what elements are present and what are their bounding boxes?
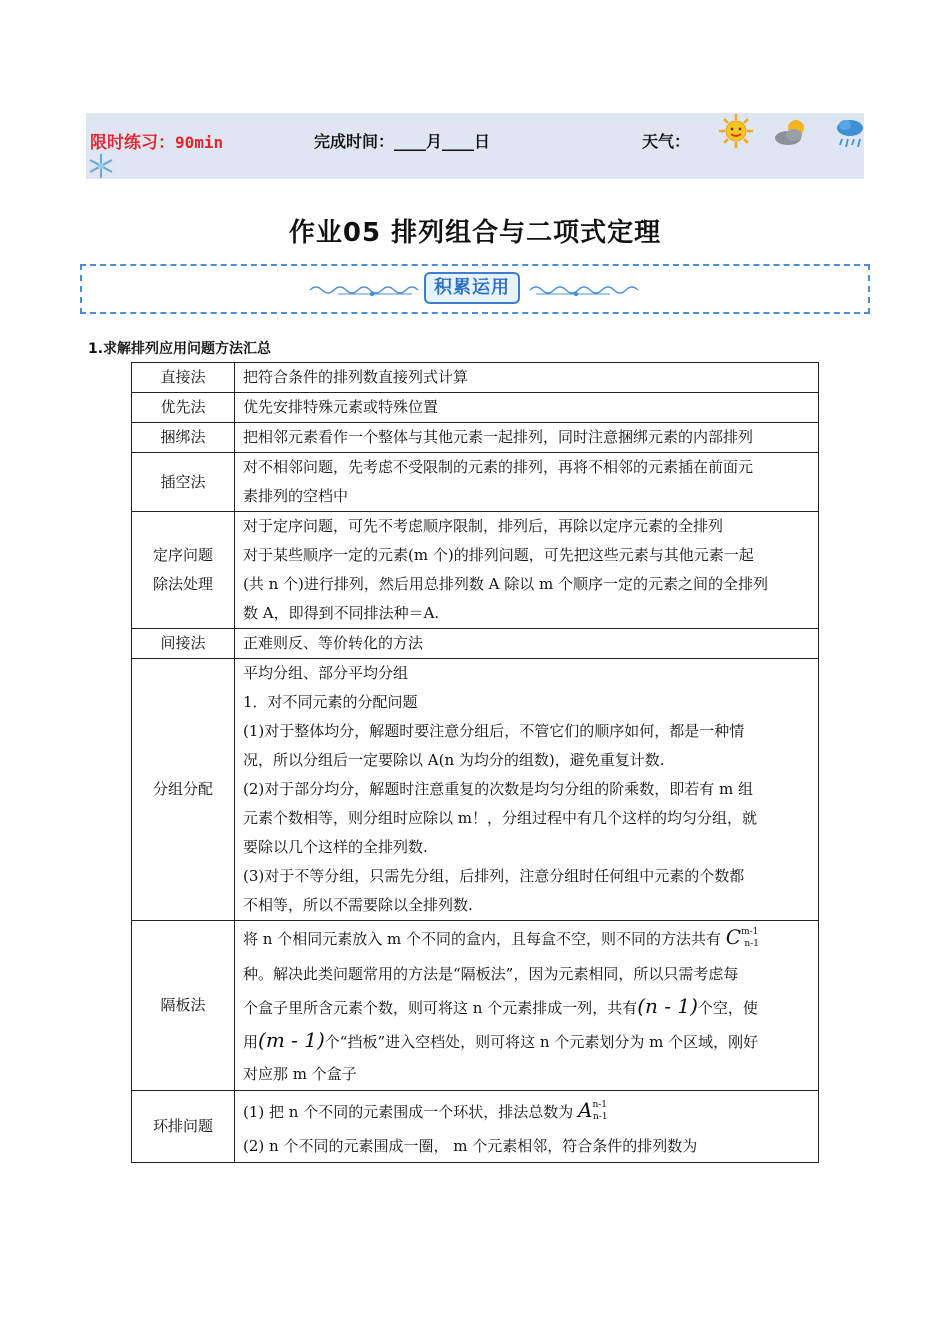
arrangement-superscript: n-1 bbox=[592, 1100, 608, 1110]
method-description: 正难则反、等价转化的方法 bbox=[235, 629, 819, 659]
methods-table bbox=[131, 362, 819, 1163]
cloud-sun-icon bbox=[772, 117, 812, 149]
method-description: 对于定序问题，可先不考虑顺序限制，排列后，再除以定序元素的全排列 对于某些顺序一定的元素(m 个)的排列问题，可先把这些元素与其他元素一起 (共 n 个)进行排列，然后用总排列数 A 除以 m 个顺序一定的元素之间的全排列 数 A，即得到不同排法种＝A. bbox=[235, 512, 819, 629]
method-name: 捆绑法 bbox=[132, 423, 235, 453]
table-row bbox=[132, 1091, 819, 1163]
section-banner bbox=[80, 264, 870, 314]
method-description: 把相邻元素看作一个整体与其他元素一起排列，同时注意捆绑元素的内部排列 bbox=[235, 423, 819, 453]
method-description: 将 n 个相同元素放入 m 个不同的盒内，且每盒不空，则不同的方法共有 $C^{m-1}n-1$ 种。解决此类问题常用的方法是“隔板法”，因为元素相同，所以只需考虑每 个盒子里所含元素个数，则可将这 n 个元素排成一列，共有(n - 1)个空，使 用(m - 1)个“挡板”进入空档处，则可将这 n 个元素划分为 m 个区域，刚好 对应那 m 个盒子 bbox=[235, 921, 819, 1091]
table-row bbox=[132, 453, 819, 512]
table-row bbox=[132, 629, 819, 659]
combination-superscript: m-1 bbox=[741, 927, 759, 937]
method-name: 优先法 bbox=[132, 393, 235, 423]
header-bar bbox=[86, 113, 864, 179]
combination-subscript: n-1 bbox=[744, 939, 759, 949]
completion-time: 完成时间：____月____日 bbox=[314, 132, 491, 151]
method-description: 把符合条件的排列数直接列式计算 bbox=[235, 363, 819, 393]
sun-icon bbox=[718, 113, 754, 149]
table-row bbox=[132, 363, 819, 393]
section-heading: 1.求解排列应用问题方法汇总 bbox=[88, 341, 272, 357]
method-name: 隔板法 bbox=[132, 921, 235, 1091]
method-name: 定序问题 除法处理 bbox=[132, 512, 235, 629]
method-name: 插空法 bbox=[132, 453, 235, 512]
table-row bbox=[132, 921, 819, 1091]
banner-label: 积累运用 bbox=[424, 272, 520, 304]
time-limit-value: 90min bbox=[175, 133, 224, 152]
method-description: (1) 把 n 个不同的元素围成一个环状，排法总数为 $A^{n-1}n-1$ (2) n 个不同的元素围成一圈， m 个元素相邻，符合条件的排列数为 bbox=[235, 1091, 819, 1163]
table-row bbox=[132, 512, 819, 629]
gaps-expression: (n - 1) bbox=[637, 994, 698, 1018]
page-title: 作业05 排列组合与二项式定理 bbox=[288, 218, 662, 248]
method-name: 分组分配 bbox=[132, 659, 235, 921]
weather-label: 天气： bbox=[642, 132, 691, 151]
arrangement-symbol: A bbox=[578, 1098, 593, 1122]
method-name: 直接法 bbox=[132, 363, 235, 393]
table-row bbox=[132, 659, 819, 921]
rain-icon bbox=[834, 115, 866, 151]
method-description: 平均分组、部分平均分组 1．对不同元素的分配问题 (1)对于整体均分，解题时要注意分组后，不管它们的顺序如何，都是一种情 况，所以分组后一定要除以 A(n 为均分的组数)，避免重复计数. (2)对于部分均分，解题时注意重复的次数是均匀分组的阶乘数，即若有 m 组 元素个数相等，则分组时应除以 m！，分组过程中有几个这样的均匀分组，就 要除以几个这样的全排列数. (3)对于不等分组，只需先分组，后排列，注意分组时任何组中元素的个数都 不相等，所以不需要除以全排列数. bbox=[235, 659, 819, 921]
boards-expression: (m - 1) bbox=[258, 1028, 325, 1052]
table-row bbox=[132, 393, 819, 423]
method-name: 环排问题 bbox=[132, 1091, 235, 1163]
wave-ornament-left bbox=[308, 282, 420, 298]
snowflake-icon bbox=[88, 153, 114, 179]
time-limit: 限时练习：90min bbox=[90, 133, 224, 153]
method-name: 间接法 bbox=[132, 629, 235, 659]
method-description: 对不相邻问题，先考虑不受限制的元素的排列，再将不相邻的元素插在前面元 素排列的空档中 bbox=[235, 453, 819, 512]
table-row bbox=[132, 423, 819, 453]
method-description: 优先安排特殊元素或特殊位置 bbox=[235, 393, 819, 423]
wave-ornament-right bbox=[528, 282, 640, 298]
combination-symbol: C bbox=[725, 925, 742, 949]
arrangement-subscript: n-1 bbox=[593, 1112, 608, 1122]
